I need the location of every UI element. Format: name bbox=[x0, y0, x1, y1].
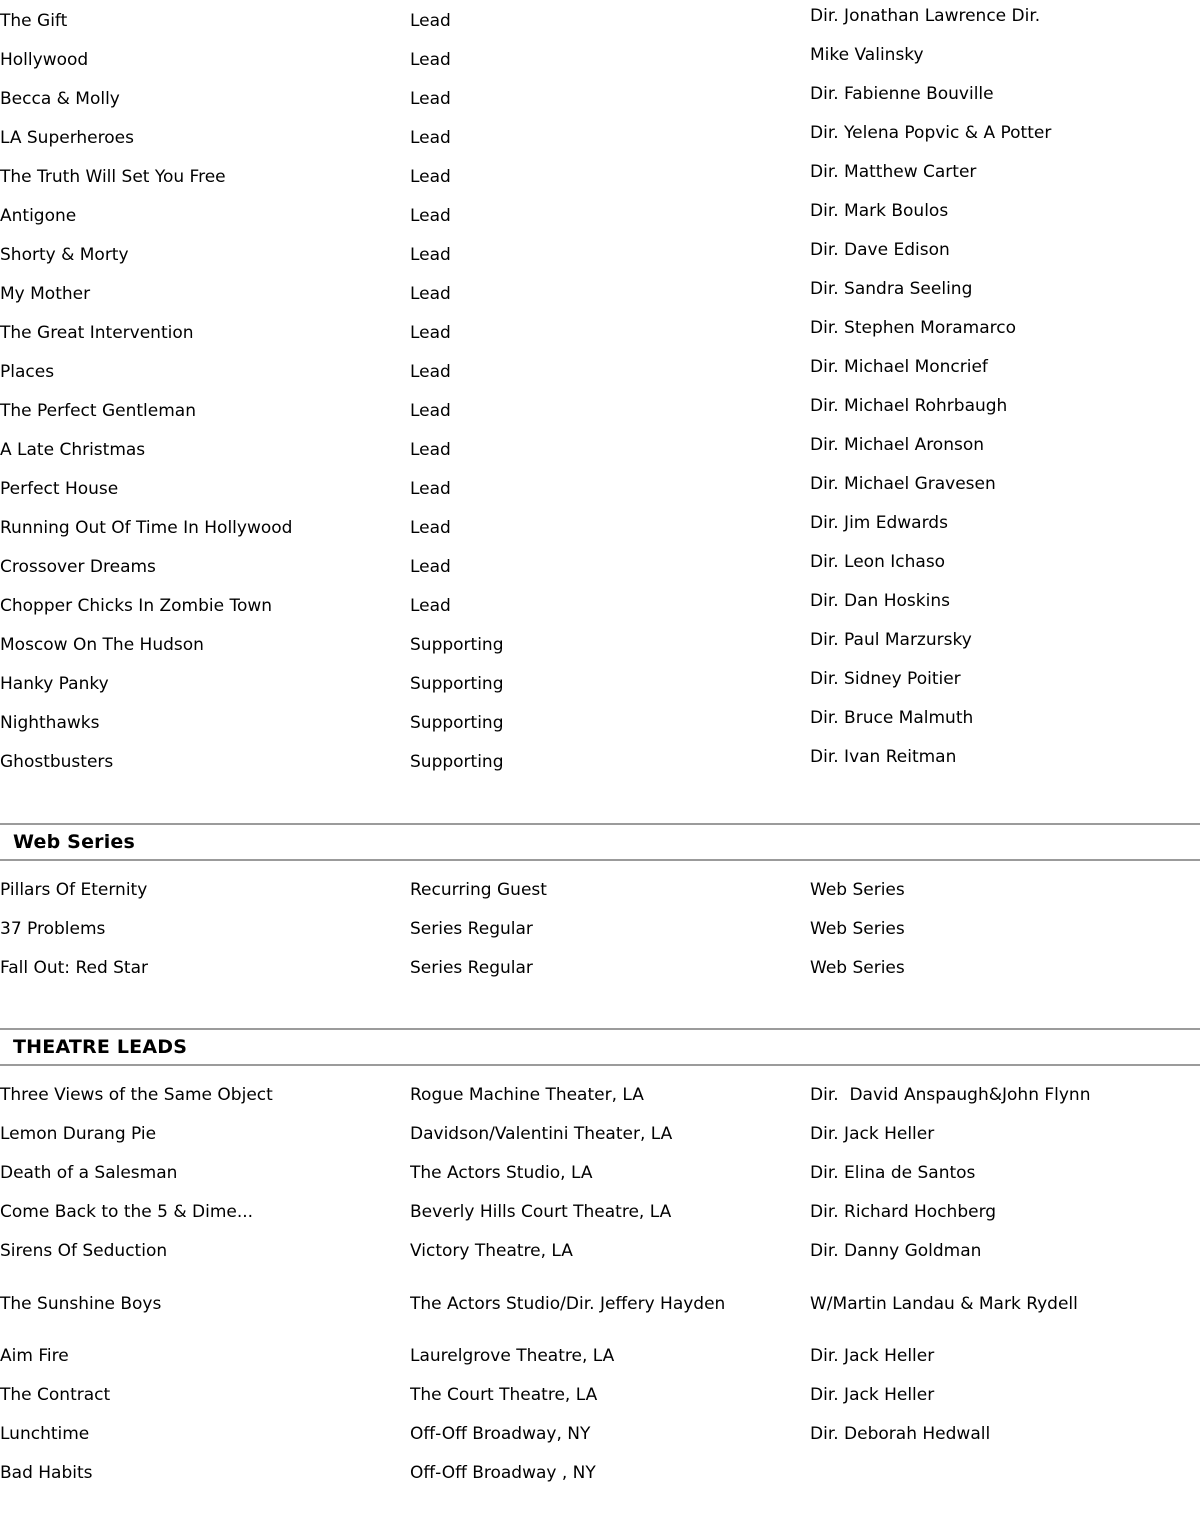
film-credits-row bbox=[0, 158, 1200, 197]
title-cell bbox=[0, 392, 410, 431]
title-text: Bad Habits bbox=[0, 1463, 93, 1483]
web-series-row bbox=[0, 949, 1200, 988]
credit-text: Dir. Richard Hochberg bbox=[810, 1202, 997, 1222]
role-text: Lead bbox=[410, 167, 451, 187]
title-cell bbox=[0, 1337, 410, 1376]
title-text: My Mother bbox=[0, 284, 91, 304]
director-cell bbox=[810, 509, 1200, 548]
title-text: Sirens Of Seduction bbox=[0, 1241, 168, 1261]
title-cell bbox=[0, 871, 410, 910]
director-text: Dir. Michael Gravesen bbox=[810, 474, 996, 494]
title-cell bbox=[0, 275, 410, 314]
title-text: The Gift bbox=[0, 11, 68, 31]
venue-text: The Actors Studio/Dir. Jeffery Hayden bbox=[410, 1293, 726, 1314]
role-cell bbox=[410, 743, 810, 782]
director-cell bbox=[810, 119, 1200, 158]
director-text: Dir. Fabienne Bouville bbox=[810, 84, 994, 104]
role-cell bbox=[410, 275, 810, 314]
credit-cell bbox=[810, 1076, 1200, 1115]
credit-text: Dir. Jack Heller bbox=[810, 1346, 935, 1366]
title-text: The Contract bbox=[0, 1385, 111, 1405]
director-text: Dir. Stephen Moramarco bbox=[810, 318, 1016, 338]
director-cell bbox=[810, 314, 1200, 353]
theatre-leads-row bbox=[0, 1271, 1200, 1337]
film-credits-row bbox=[0, 353, 1200, 392]
role-text: Supporting bbox=[410, 674, 504, 694]
title-text: Antigone bbox=[0, 206, 77, 226]
role-text: Lead bbox=[410, 440, 451, 460]
director-cell bbox=[810, 236, 1200, 275]
theatre-leads-row bbox=[0, 1154, 1200, 1193]
director-cell bbox=[810, 2, 1200, 41]
director-cell bbox=[810, 470, 1200, 509]
film-credits-row bbox=[0, 80, 1200, 119]
title-cell bbox=[0, 1454, 410, 1493]
role-cell bbox=[410, 704, 810, 743]
theatre-leads-header: THEATRE LEADS bbox=[0, 1028, 1200, 1066]
venue-text: The Court Theatre, LA bbox=[410, 1385, 598, 1405]
director-text: Mike Valinsky bbox=[810, 45, 924, 65]
role-cell bbox=[410, 548, 810, 587]
credit-text: Dir. Deborah Hedwall bbox=[810, 1424, 991, 1444]
title-text: The Truth Will Set You Free bbox=[0, 167, 226, 187]
venue-cell bbox=[410, 1271, 810, 1337]
web-series-row bbox=[0, 871, 1200, 910]
director-text: Dir. Michael Moncrief bbox=[810, 357, 988, 377]
title-cell bbox=[0, 80, 410, 119]
theatre-leads-section bbox=[0, 1028, 1200, 1493]
theatre-leads-row bbox=[0, 1115, 1200, 1154]
web-series-row bbox=[0, 910, 1200, 949]
role-text: Supporting bbox=[410, 713, 504, 733]
director-text: Dir. Ivan Reitman bbox=[810, 747, 957, 767]
title-text: Hollywood bbox=[0, 50, 89, 70]
title-text: 37 Problems bbox=[0, 919, 106, 939]
title-cell bbox=[0, 704, 410, 743]
credit-text: Dir. Elina de Santos bbox=[810, 1163, 976, 1183]
credit-cell bbox=[810, 1454, 1200, 1493]
role-cell bbox=[410, 314, 810, 353]
venue-text: Laurelgrove Theatre, LA bbox=[410, 1346, 615, 1366]
role-cell bbox=[410, 431, 810, 470]
title-cell bbox=[0, 236, 410, 275]
role-cell bbox=[410, 353, 810, 392]
credit-cell bbox=[810, 1376, 1200, 1415]
film-credits-row bbox=[0, 587, 1200, 626]
venue-cell bbox=[410, 1415, 810, 1454]
role-cell bbox=[410, 80, 810, 119]
theatre-leads-table bbox=[0, 1076, 1200, 1493]
category-text: Web Series bbox=[810, 919, 905, 939]
title-cell bbox=[0, 743, 410, 782]
credit-cell bbox=[810, 1271, 1200, 1337]
credit-cell bbox=[810, 1193, 1200, 1232]
role-text: Lead bbox=[410, 284, 451, 304]
director-cell bbox=[810, 197, 1200, 236]
role-cell bbox=[410, 236, 810, 275]
title-text: Moscow On The Hudson bbox=[0, 635, 204, 655]
title-cell bbox=[0, 949, 410, 988]
category-cell bbox=[810, 949, 1200, 988]
role-text: Lead bbox=[410, 323, 451, 343]
title-cell bbox=[0, 1154, 410, 1193]
title-cell bbox=[0, 470, 410, 509]
title-cell bbox=[0, 910, 410, 949]
title-text: The Sunshine Boys bbox=[0, 1293, 162, 1314]
role-text: Supporting bbox=[410, 635, 504, 655]
role-cell bbox=[410, 41, 810, 80]
title-text: The Great Intervention bbox=[0, 323, 194, 343]
director-cell bbox=[810, 626, 1200, 665]
category-text: Web Series bbox=[810, 958, 905, 978]
role-text: Lead bbox=[410, 89, 451, 109]
role-cell bbox=[410, 392, 810, 431]
role-text: Lead bbox=[410, 11, 451, 31]
title-text: Come Back to the 5 & Dime... bbox=[0, 1202, 254, 1222]
category-text: Web Series bbox=[810, 880, 905, 900]
director-text: Dir. Jim Edwards bbox=[810, 513, 948, 533]
category-cell bbox=[810, 871, 1200, 910]
credit-text: W/Martin Landau & Mark Rydell bbox=[810, 1293, 1078, 1314]
title-text: Three Views of the Same Object bbox=[0, 1085, 273, 1105]
theatre-leads-row bbox=[0, 1415, 1200, 1454]
title-cell bbox=[0, 158, 410, 197]
role-cell bbox=[410, 949, 810, 988]
title-cell bbox=[0, 1193, 410, 1232]
director-text: Dir. Matthew Carter bbox=[810, 162, 977, 182]
theatre-leads-row bbox=[0, 1454, 1200, 1493]
director-text: Dir. Dave Edison bbox=[810, 240, 950, 260]
title-cell bbox=[0, 509, 410, 548]
title-text: Running Out Of Time In Hollywood bbox=[0, 518, 293, 538]
title-text: Nighthawks bbox=[0, 713, 100, 733]
title-cell bbox=[0, 41, 410, 80]
web-series-section bbox=[0, 823, 1200, 988]
role-cell bbox=[410, 626, 810, 665]
title-text: A Late Christmas bbox=[0, 440, 146, 460]
film-credits-section bbox=[0, 2, 1200, 782]
title-text: Places bbox=[0, 362, 55, 382]
title-cell bbox=[0, 197, 410, 236]
role-cell bbox=[410, 470, 810, 509]
role-cell bbox=[410, 910, 810, 949]
venue-cell bbox=[410, 1232, 810, 1271]
credit-cell bbox=[810, 1115, 1200, 1154]
title-text: Death of a Salesman bbox=[0, 1163, 178, 1183]
credit-cell bbox=[810, 1232, 1200, 1271]
venue-cell bbox=[410, 1154, 810, 1193]
role-cell bbox=[410, 509, 810, 548]
venue-text: Off-Off Broadway, NY bbox=[410, 1424, 591, 1444]
role-text: Supporting bbox=[410, 752, 504, 772]
theatre-leads-row bbox=[0, 1193, 1200, 1232]
title-text: Lemon Durang Pie bbox=[0, 1124, 157, 1144]
director-text: Dir. Bruce Malmuth bbox=[810, 708, 974, 728]
title-text: Chopper Chicks In Zombie Town bbox=[0, 596, 273, 616]
director-cell bbox=[810, 80, 1200, 119]
director-cell bbox=[810, 548, 1200, 587]
title-text: Pillars Of Eternity bbox=[0, 880, 148, 900]
venue-text: Beverly Hills Court Theatre, LA bbox=[410, 1202, 672, 1222]
director-cell bbox=[810, 158, 1200, 197]
venue-text: Off-Off Broadway , NY bbox=[410, 1463, 596, 1483]
director-cell bbox=[810, 392, 1200, 431]
film-credits-row bbox=[0, 41, 1200, 80]
director-cell bbox=[810, 665, 1200, 704]
director-cell bbox=[810, 704, 1200, 743]
title-cell bbox=[0, 548, 410, 587]
title-text: Ghostbusters bbox=[0, 752, 114, 772]
film-credits-row bbox=[0, 509, 1200, 548]
web-series-header: Web Series bbox=[0, 823, 1200, 861]
title-text: Shorty & Morty bbox=[0, 245, 129, 265]
film-credits-row bbox=[0, 236, 1200, 275]
venue-text: Rogue Machine Theater, LA bbox=[410, 1085, 644, 1105]
director-cell bbox=[810, 743, 1200, 782]
title-cell bbox=[0, 1415, 410, 1454]
role-text: Lead bbox=[410, 245, 451, 265]
theatre-leads-row bbox=[0, 1376, 1200, 1415]
director-text: Dir. Leon Ichaso bbox=[810, 552, 946, 572]
credit-cell bbox=[810, 1154, 1200, 1193]
title-text: Perfect House bbox=[0, 479, 119, 499]
role-cell bbox=[410, 871, 810, 910]
director-cell bbox=[810, 587, 1200, 626]
director-text: Dir. Michael Rohrbaugh bbox=[810, 396, 1008, 416]
role-text: Lead bbox=[410, 557, 451, 577]
director-text: Dir. Sandra Seeling bbox=[810, 279, 973, 299]
role-cell bbox=[410, 587, 810, 626]
theatre-leads-row bbox=[0, 1232, 1200, 1271]
venue-text: Victory Theatre, LA bbox=[410, 1241, 573, 1261]
title-text: Aim Fire bbox=[0, 1346, 69, 1366]
title-cell bbox=[0, 353, 410, 392]
venue-cell bbox=[410, 1454, 810, 1493]
title-text: Becca & Molly bbox=[0, 89, 120, 109]
title-text: Crossover Dreams bbox=[0, 557, 156, 577]
film-credits-row bbox=[0, 704, 1200, 743]
film-credits-row bbox=[0, 2, 1200, 41]
director-text: Dir. Paul Marzursky bbox=[810, 630, 972, 650]
title-cell bbox=[0, 1232, 410, 1271]
title-cell bbox=[0, 1271, 410, 1337]
title-cell bbox=[0, 665, 410, 704]
venue-cell bbox=[410, 1193, 810, 1232]
role-cell bbox=[410, 197, 810, 236]
role-text: Recurring Guest bbox=[410, 880, 547, 900]
venue-cell bbox=[410, 1076, 810, 1115]
credit-text: Dir. Jack Heller bbox=[810, 1124, 935, 1144]
role-text: Series Regular bbox=[410, 958, 533, 978]
title-cell bbox=[0, 1376, 410, 1415]
role-text: Lead bbox=[410, 50, 451, 70]
theatre-leads-row bbox=[0, 1076, 1200, 1115]
title-cell bbox=[0, 1076, 410, 1115]
film-credits-row bbox=[0, 314, 1200, 353]
film-credits-row bbox=[0, 392, 1200, 431]
role-text: Series Regular bbox=[410, 919, 533, 939]
credit-text: Dir. Danny Goldman bbox=[810, 1241, 982, 1261]
title-cell bbox=[0, 119, 410, 158]
role-text: Lead bbox=[410, 128, 451, 148]
title-cell bbox=[0, 2, 410, 41]
role-text: Lead bbox=[410, 401, 451, 421]
director-text: Dir. Michael Aronson bbox=[810, 435, 985, 455]
title-cell bbox=[0, 587, 410, 626]
venue-cell bbox=[410, 1115, 810, 1154]
director-cell bbox=[810, 41, 1200, 80]
title-text: The Perfect Gentleman bbox=[0, 401, 196, 421]
role-cell bbox=[410, 665, 810, 704]
film-credits-row bbox=[0, 665, 1200, 704]
web-series-table bbox=[0, 871, 1200, 988]
film-credits-row bbox=[0, 470, 1200, 509]
film-credits-row bbox=[0, 119, 1200, 158]
theatre-leads-row bbox=[0, 1337, 1200, 1376]
role-cell bbox=[410, 158, 810, 197]
director-text: Dir. Sidney Poitier bbox=[810, 669, 961, 689]
role-cell bbox=[410, 2, 810, 41]
role-text: Lead bbox=[410, 362, 451, 382]
director-cell bbox=[810, 353, 1200, 392]
title-text: LA Superheroes bbox=[0, 128, 134, 148]
credit-cell bbox=[810, 1337, 1200, 1376]
film-credits-row bbox=[0, 275, 1200, 314]
director-text: Dir. Jonathan Lawrence Dir. bbox=[810, 6, 1041, 26]
film-credits-row bbox=[0, 197, 1200, 236]
film-credits-table bbox=[0, 2, 1200, 782]
film-credits-row bbox=[0, 548, 1200, 587]
director-text: Dir. Dan Hoskins bbox=[810, 591, 950, 611]
title-cell bbox=[0, 1115, 410, 1154]
director-text: Dir. Mark Boulos bbox=[810, 201, 949, 221]
role-text: Lead bbox=[410, 206, 451, 226]
title-text: Lunchtime bbox=[0, 1424, 90, 1444]
role-text: Lead bbox=[410, 479, 451, 499]
credit-cell bbox=[810, 1415, 1200, 1454]
title-cell bbox=[0, 626, 410, 665]
venue-cell bbox=[410, 1376, 810, 1415]
title-cell bbox=[0, 314, 410, 353]
venue-cell bbox=[410, 1337, 810, 1376]
credit-text: Dir. Jack Heller bbox=[810, 1385, 935, 1405]
venue-text: Davidson/Valentini Theater, LA bbox=[410, 1124, 673, 1144]
credit-text: Dir. David Anspaugh&John Flynn bbox=[810, 1085, 1091, 1105]
role-text: Lead bbox=[410, 596, 451, 616]
director-text: Dir. Yelena Popvic & A Potter bbox=[810, 123, 1052, 143]
role-text: Lead bbox=[410, 518, 451, 538]
film-credits-row bbox=[0, 431, 1200, 470]
venue-text: The Actors Studio, LA bbox=[410, 1163, 593, 1183]
director-cell bbox=[810, 275, 1200, 314]
title-text: Fall Out: Red Star bbox=[0, 958, 149, 978]
film-credits-row bbox=[0, 626, 1200, 665]
role-cell bbox=[410, 119, 810, 158]
category-cell bbox=[810, 910, 1200, 949]
director-cell bbox=[810, 431, 1200, 470]
film-credits-row bbox=[0, 743, 1200, 782]
title-cell bbox=[0, 431, 410, 470]
title-text: Hanky Panky bbox=[0, 674, 109, 694]
